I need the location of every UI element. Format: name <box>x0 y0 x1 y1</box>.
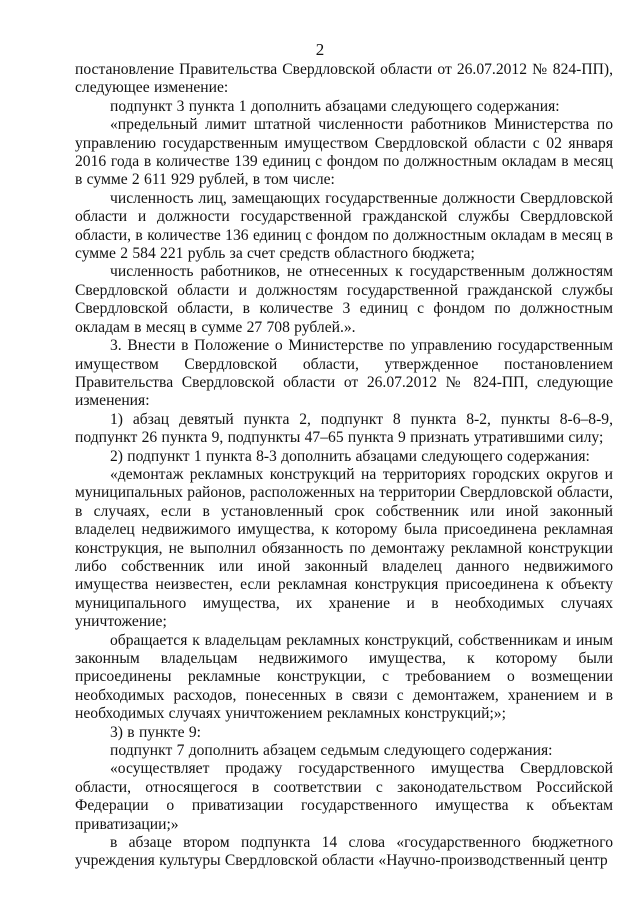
paragraph: «предельный лимит штатной численности работников Министерства по управлению государственным имуществом Свердловской области с 02 января 2016 года в количестве 139 единиц с фондом по должностным окладам в месяц в сумме 2 611 929 рублей, в том числе: <box>75 116 613 189</box>
paragraph: постановление Правительства Свердловской области от 26.07.2012 № 824-ПП), следующее изменение: <box>75 61 613 97</box>
paragraph: в абзаце втором подпункта 14 слова «государственного бюджетного учреждения культуры Свердловской области «Научно-производственный центр <box>75 834 613 870</box>
paragraph: «осуществляет продажу государственного имущества Свердловской области, относящегося в соответствии с законодательством Российской Федерации о приватизации государственного имущества к объектам приватизации;» <box>75 760 613 833</box>
paragraph: обращается к владельцам рекламных конструкций, собственникам и иным законным владельцам недвижимого имущества, к которому были присоединены рекламные конструкции, с требованием о возмещении необходимых расходов, понесенных в связи с демонтажем, хранением и в необходимых случаях уничтожением рекламных конструкций;»; <box>75 631 613 723</box>
paragraph: 2) подпункт 1 пункта 8-3 дополнить абзацами следующего содержания: <box>110 447 590 465</box>
paragraph: подпункт 7 дополнить абзацем седьмым следующего содержания: <box>110 742 553 760</box>
page-number: 2 <box>315 40 325 59</box>
paragraph: подпункт 3 пункта 1 дополнить абзацами следующего содержания: <box>110 97 560 115</box>
document-body <box>75 61 613 871</box>
paragraph: численность лиц, замещающих государственные должности Свердловской области и должности государственной гражданской службы Свердловской области, в количестве 136 единиц с фондом по должностным окладам в месяц в сумме 2 584 221 рубль за счет средств областного бюджета; <box>75 189 613 263</box>
paragraph: 3. Внести в Положение о Министерстве по управлению государственным имуществом Свердловской области, утвержденное постановлением Правительства Свердловской области от 26.07.2012 № 824-ПП, следующие изменения: <box>75 337 613 410</box>
paragraph: 3) в пункте 9: <box>110 723 201 741</box>
paragraph: численность работников, не отнесенных к государственным должностям Свердловской области и должностям государственной гражданской службы Свердловской области, в количестве 3 единиц с фондом по должностным окладам в месяц в сумме 27 708 рублей.». <box>75 263 613 336</box>
paragraph: «демонтаж рекламных конструкций на территориях городских округов и муниципальных районов, расположенных на территории Свердловской области, в случаях, если в установленный срок собственник или иной законный владелец недвижимого имущества, к которому была присоединена рекламная конструкция, не выполнил обязанность по демонтажу рекламной конструкции либо собственник или иной законный владелец данного недвижимого имущества неизвестен, если рекламная конструкция присоединена к объекту муниципального имущества, их хранение и в необходимых случаях уничтожение; <box>75 465 613 631</box>
paragraph: 1) абзац девятый пункта 2, подпункт 8 пункта 8-2, пункты 8-6–8-9, подпункт 26 пункта 9, подпункты 47–65 пункта 9 признать утратившими силу; <box>75 410 613 447</box>
